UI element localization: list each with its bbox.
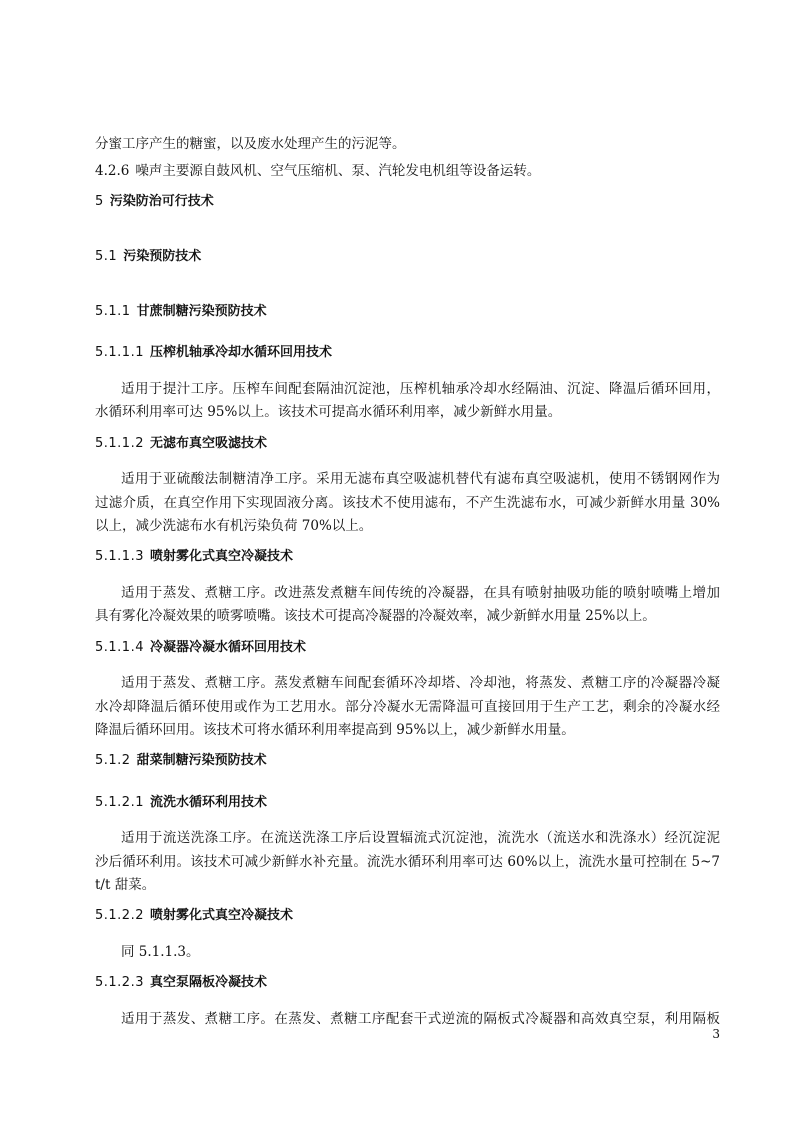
heading-number: 5.1 <box>95 249 118 264</box>
paragraph-line: 以上，减少洗滤布水有机污染负荷 70%以上。 <box>95 518 373 534</box>
heading-5-1-2-2 <box>95 907 720 925</box>
paragraph-line: 过滤介质，在真空作用下实现固液分离。该技术不使用滤布，不产生洗滤布水，可减少新鲜水用量 30% <box>95 495 720 511</box>
heading-text: 真空泵隔板冷凝技术 <box>149 975 267 990</box>
heading-5-1-1-2 <box>95 435 720 453</box>
heading-number: 5.1.1.1 <box>95 345 144 360</box>
paragraph-line: 适用于蒸发、煮糖工序。蒸发煮糖车间配套循环冷却塔、冷却池，将蒸发、煮糖工序的冷凝器冷凝 <box>121 675 720 691</box>
paragraph-line: 适用于亚硫酸法制糖清净工序。采用无滤布真空吸滤机替代有滤布真空吸滤机，使用不锈钢网作为 <box>121 471 720 487</box>
paragraph-line: 水循环利用率可达 95%以上。该技术可提高水循环利用率，减少新鲜水用量。 <box>95 404 562 420</box>
heading-text: 压榨机轴承冷却水循环回用技术 <box>149 345 332 360</box>
heading-5-1 <box>95 248 720 266</box>
heading-text: 无滤布真空吸滤技术 <box>149 436 267 451</box>
paragraph-line: 适用于提汁工序。压榨车间配套隔油沉淀池，压榨机轴承冷却水经隔油、沉淀、降温后循环回用， <box>121 381 720 397</box>
heading-number: 5.1.2.1 <box>95 795 144 810</box>
heading-number: 5 <box>95 194 104 209</box>
paragraph-line: 同 5.1.1.3。 <box>121 944 200 960</box>
heading-number: 5.1.1.2 <box>95 436 144 451</box>
paragraph-line: 具有雾化冷凝效果的喷雾喷嘴。该技术可提高冷凝器的冷凝效率，减少新鲜水用量 25%以上。 <box>95 608 656 624</box>
heading-5-1-1-3 <box>95 548 720 566</box>
heading-5-1-1-4 <box>95 639 720 657</box>
heading-number: 5.1.2.3 <box>95 975 144 990</box>
paragraph-line: 适用于流送洗涤工序。在流送洗涤工序后设置辐流式沉淀池，流洗水（流送水和洗涤水）经沉淀泥 <box>121 830 720 846</box>
heading-5 <box>95 193 720 211</box>
heading-text: 污染防治可行技术 <box>109 194 214 209</box>
heading-number: 5.1.1.3 <box>95 549 144 564</box>
paragraph-line: 分蜜工序产生的糖蜜，以及废水处理产生的污泥等。 <box>95 136 406 152</box>
heading-number: 5.1.2.2 <box>95 908 144 923</box>
heading-5-1-2 <box>95 752 720 770</box>
heading-text: 甜菜制糖污染预防技术 <box>136 753 267 768</box>
heading-text: 喷射雾化式真空冷凝技术 <box>149 908 293 923</box>
heading-5-1-2-1 <box>95 794 720 812</box>
clause-4-2-6 <box>95 162 720 180</box>
heading-5-1-1 <box>95 303 720 321</box>
heading-text: 冷凝器冷凝水循环回用技术 <box>149 640 306 655</box>
heading-text: 喷射雾化式真空冷凝技术 <box>149 549 293 564</box>
heading-5-1-2-3 <box>95 974 720 992</box>
heading-5-1-1-1 <box>95 344 720 362</box>
heading-text: 甘蔗制糖污染预防技术 <box>136 304 267 319</box>
paragraph-line: 沙后循环利用。该技术可减少新鲜水补充量。流洗水循环利用率可达 60%以上，流洗水量可控制在 5~7 <box>95 854 720 870</box>
paragraph-line: t/t 甜菜。 <box>95 877 156 893</box>
paragraph-line: 适用于蒸发、煮糖工序。在蒸发、煮糖工序配套干式逆流的隔板式冷凝器和高效真空泵，利用隔板 <box>121 1011 720 1027</box>
heading-text: 污染预防技术 <box>123 249 202 264</box>
clause-text: 噪声主要源自鼓风机、空气压缩机、泵、汽轮发电机组等设备运转。 <box>135 163 541 179</box>
paragraph-line: 适用于蒸发、煮糖工序。改进蒸发煮糖车间传统的冷凝器，在具有喷射抽吸功能的喷射喷嘴上增加 <box>121 585 720 601</box>
heading-number: 5.1.1 <box>95 304 131 319</box>
heading-text: 流洗水循环利用技术 <box>149 795 267 810</box>
heading-number: 5.1.1.4 <box>95 640 144 655</box>
paragraph-line: 水冷却降温后循环使用或作为工艺用水。部分冷凝水无需降温可直接回用于生产工艺，剩余的冷凝水经 <box>95 699 720 715</box>
paragraph-line: 降温后循环回用。该技术可将水循环利用率提高到 95%以上，减少新鲜水用量。 <box>95 722 575 738</box>
clause-number: 4.2.6 <box>95 163 130 179</box>
heading-number: 5.1.2 <box>95 753 131 768</box>
page-number: 3 <box>712 1027 720 1041</box>
